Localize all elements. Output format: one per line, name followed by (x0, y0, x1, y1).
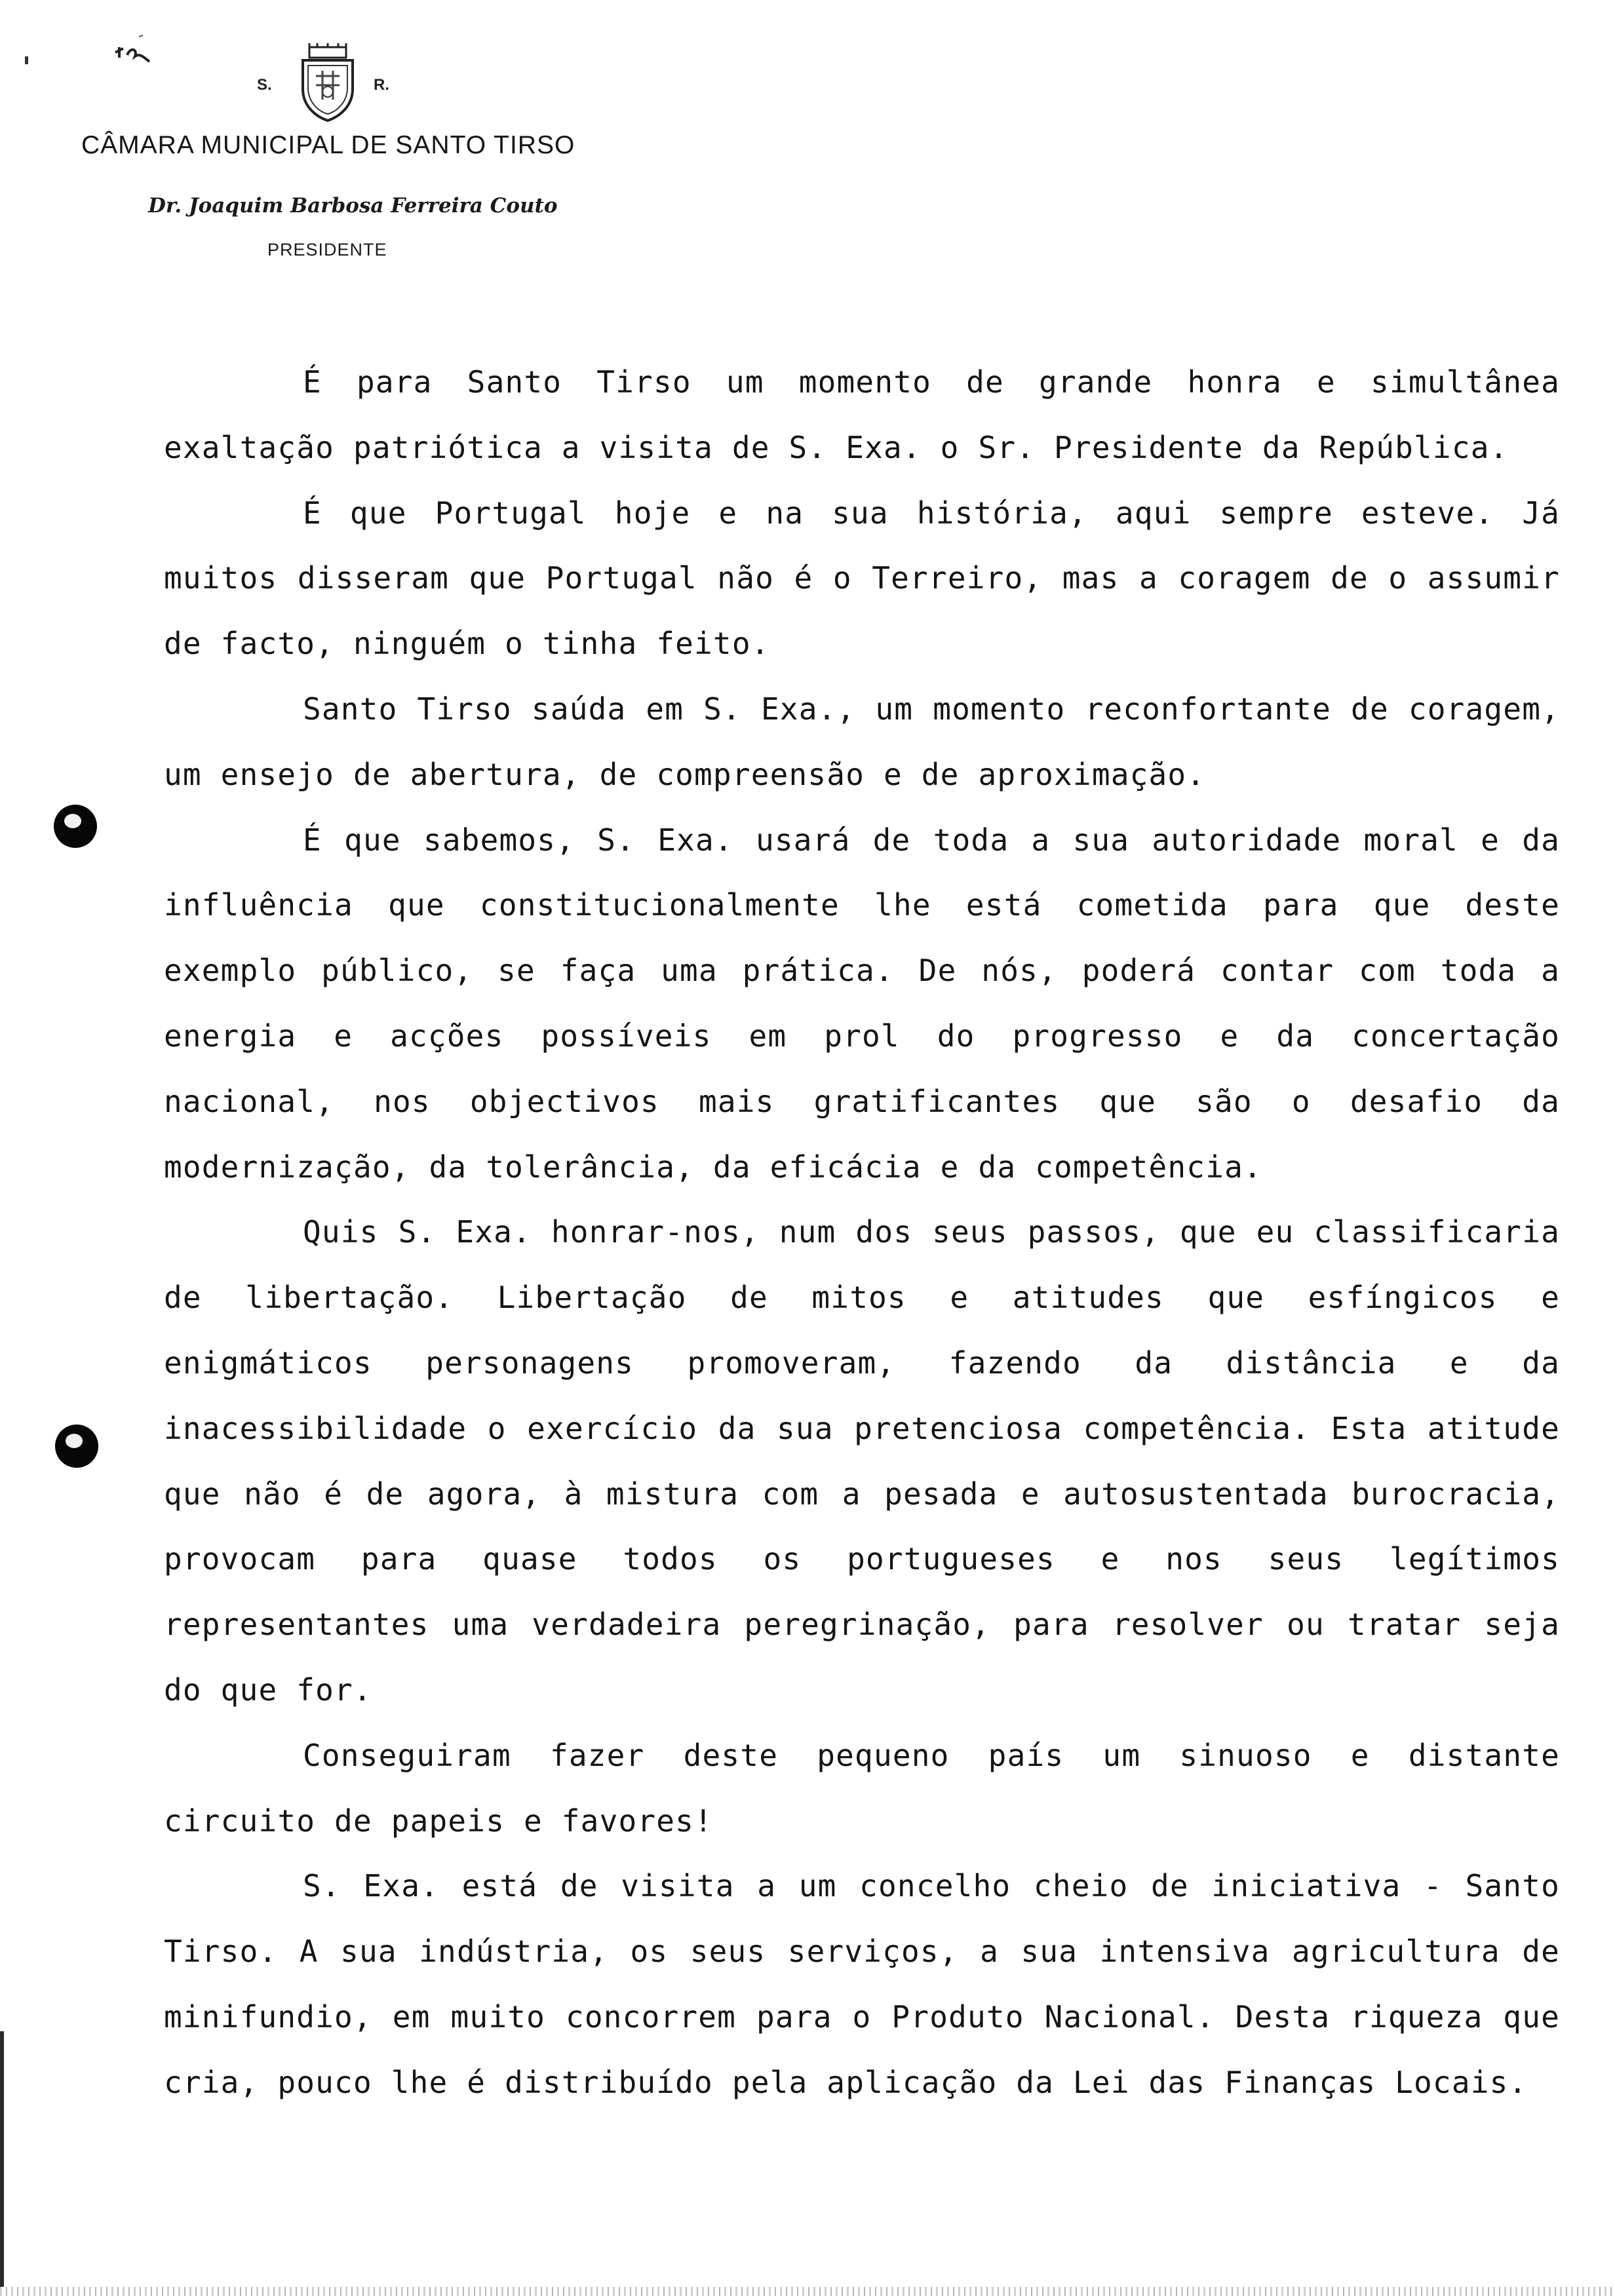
paragraph: É que Portugal hoje e na sua história, aqui sempre esteve. Já muitos disseram que Portugal não é o Terreiro, mas a coragem de o assumir de facto, ninguém o tinha feito. (164, 495, 1560, 662)
letterhead-crest (249, 43, 393, 128)
speech-body (164, 350, 1560, 2116)
punch-hole (54, 805, 97, 848)
paragraph: S. Exa. está de visita a um concelho cheio de iniciativa - Santo Tirso. A sua indústria, os seus serviços, a sua intensiva agricultura de minifundio, em muito concorrem para o Produto Nacional. Desta riqueza que cria, pouco lhe é distribuído pela aplicação da Lei das Finanças Locais. (164, 1868, 1560, 2100)
punch-hole (55, 1425, 98, 1468)
scribble-mark (111, 33, 164, 72)
crest-left-letter: S. (257, 76, 272, 94)
paragraph: Santo Tirso saúda em S. Exa., um momento reconfortante de coragem, um ensejo de abertura, de compreensão e de aproximação. (164, 691, 1560, 792)
paragraph: É que sabemos, S. Exa. usará de toda a sua autoridade moral e da influência que constitucionalmente lhe está cometida para que deste exemplo público, se faça uma prática. De nós, poderá contar com toda a energia e acções possíveis em prol do progresso e da concertação nacional, nos objectivos mais gratificantes que são o desafio da modernização, da tolerância, da eficácia e da competência. (164, 822, 1560, 1185)
scan-bottom-noise (0, 2287, 1615, 2296)
scan-speck (25, 56, 28, 64)
signatory-role: PRESIDENTE (267, 240, 387, 259)
signatory-name: Dr. Joaquim Barbosa Ferreira Couto (148, 194, 558, 218)
scan-edge-shadow (0, 2031, 4, 2296)
organization-name: CÂMARA MUNICIPAL DE SANTO TIRSO (81, 131, 575, 159)
crest-right-letter: R. (374, 76, 389, 94)
paragraph: Quis S. Exa. honrar-nos, num dos seus passos, que eu classificaria de libertação. Libertação de mitos e atitudes que esfíngicos e enigmáticos personagens promoveram, fazendo da distância e da inacessibilidade o exercício da sua pretenciosa competência. Esta atitude que não é de agora, à mistura com a pesada e autosustentada burocracia, provocam para quase todos os portugueses e nos seus legítimos representantes uma verdadeira peregrinação, para resolver ou tratar seja do que for. (164, 1214, 1560, 1708)
municipal-crest-icon (296, 43, 359, 124)
paragraph: Conseguiram fazer deste pequeno país um sinuoso e distante circuito de papeis e favores! (164, 1737, 1560, 1839)
paragraph: É para Santo Tirso um momento de grande honra e simultânea exaltação patriótica a visita de S. Exa. o Sr. Presidente da República. (164, 364, 1560, 465)
